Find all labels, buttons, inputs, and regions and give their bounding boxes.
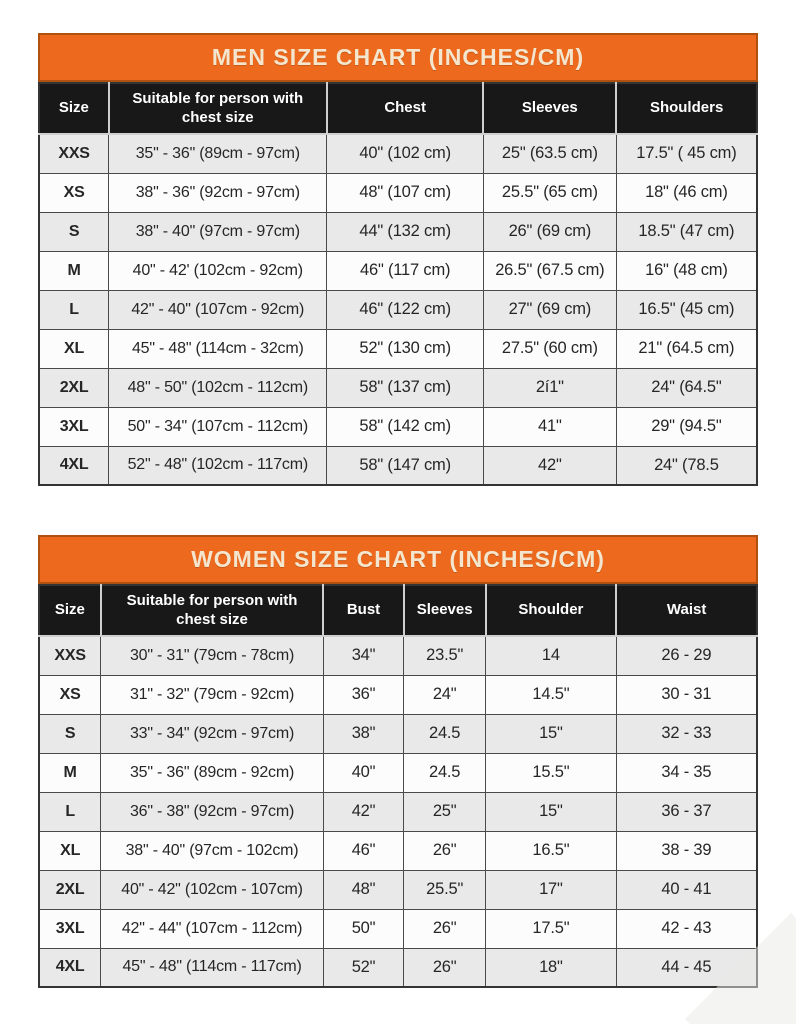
column-header: Chest bbox=[327, 83, 484, 134]
size-cell: 2XL bbox=[39, 368, 109, 407]
header-row bbox=[39, 83, 757, 134]
value-cell: 52" - 48" (102cm - 117cm) bbox=[109, 446, 327, 485]
value-cell: 26" bbox=[404, 909, 486, 948]
value-cell: 34 - 35 bbox=[616, 753, 757, 792]
men-chart-title: MEN SIZE CHART (INCHES/CM) bbox=[211, 44, 585, 70]
column-header: Sleeves bbox=[483, 83, 616, 134]
column-header: Bust bbox=[323, 585, 403, 636]
value-cell: 40 - 41 bbox=[616, 870, 757, 909]
value-cell: 24" (78.5 bbox=[616, 446, 757, 485]
value-cell: 58" (147 cm) bbox=[327, 446, 484, 485]
table-row bbox=[39, 714, 757, 753]
value-cell: 45" - 48" (114cm - 117cm) bbox=[101, 948, 324, 987]
table-row bbox=[39, 831, 757, 870]
value-cell: 46" (117 cm) bbox=[327, 251, 484, 290]
value-cell: 14 bbox=[486, 636, 617, 675]
value-cell: 58" (137 cm) bbox=[327, 368, 484, 407]
value-cell: 15.5" bbox=[486, 753, 617, 792]
table-row bbox=[39, 792, 757, 831]
men-chart-title-bar bbox=[38, 33, 758, 82]
table-row bbox=[39, 290, 757, 329]
size-cell: 3XL bbox=[39, 407, 109, 446]
value-cell: 50" bbox=[323, 909, 403, 948]
value-cell: 40" - 42" (102cm - 107cm) bbox=[101, 870, 324, 909]
table-row bbox=[39, 753, 757, 792]
value-cell: 30" - 31" (79cm - 78cm) bbox=[101, 636, 324, 675]
value-cell: 41" bbox=[483, 407, 616, 446]
value-cell: 26 - 29 bbox=[616, 636, 757, 675]
value-cell: 18.5" (47 cm) bbox=[616, 212, 757, 251]
value-cell: 38" - 40" (97cm - 97cm) bbox=[109, 212, 327, 251]
table-row bbox=[39, 446, 757, 485]
value-cell: 42 - 43 bbox=[616, 909, 757, 948]
men-size-table bbox=[38, 82, 758, 486]
value-cell: 40" (102 cm) bbox=[327, 134, 484, 173]
table-row bbox=[39, 134, 757, 173]
size-cell: 4XL bbox=[39, 446, 109, 485]
value-cell: 38" - 40" (97cm - 102cm) bbox=[101, 831, 324, 870]
value-cell: 42" bbox=[323, 792, 403, 831]
value-cell: 18" (46 cm) bbox=[616, 173, 757, 212]
column-header: Shoulder bbox=[486, 585, 617, 636]
table-row bbox=[39, 870, 757, 909]
size-cell: XXS bbox=[39, 636, 101, 675]
value-cell: 33" - 34" (92cm - 97cm) bbox=[101, 714, 324, 753]
value-cell: 26" (69 cm) bbox=[483, 212, 616, 251]
women-chart-title: WOMEN SIZE CHART (INCHES/CM) bbox=[191, 546, 605, 572]
value-cell: 36 - 37 bbox=[616, 792, 757, 831]
table-row bbox=[39, 173, 757, 212]
value-cell: 27.5" (60 cm) bbox=[483, 329, 616, 368]
value-cell: 16.5" (45 cm) bbox=[616, 290, 757, 329]
value-cell: 25.5" bbox=[404, 870, 486, 909]
value-cell: 46" (122 cm) bbox=[327, 290, 484, 329]
size-cell: 2XL bbox=[39, 870, 101, 909]
table-row bbox=[39, 329, 757, 368]
value-cell: 25" (63.5 cm) bbox=[483, 134, 616, 173]
value-cell: 52" bbox=[323, 948, 403, 987]
value-cell: 27" (69 cm) bbox=[483, 290, 616, 329]
value-cell: 23.5" bbox=[404, 636, 486, 675]
column-header: Suitable for person with chest size bbox=[109, 83, 327, 134]
column-header: Sleeves bbox=[404, 585, 486, 636]
size-cell: XS bbox=[39, 173, 109, 212]
value-cell: 45" - 48" (114cm - 32cm) bbox=[109, 329, 327, 368]
value-cell: 38" bbox=[323, 714, 403, 753]
table-row bbox=[39, 675, 757, 714]
value-cell: 38" - 36" (92cm - 97cm) bbox=[109, 173, 327, 212]
size-cell: S bbox=[39, 714, 101, 753]
value-cell: 26" bbox=[404, 831, 486, 870]
value-cell: 46" bbox=[323, 831, 403, 870]
size-cell: 4XL bbox=[39, 948, 101, 987]
value-cell: 2í1" bbox=[483, 368, 616, 407]
value-cell: 18" bbox=[486, 948, 617, 987]
size-cell: S bbox=[39, 212, 109, 251]
value-cell: 35" - 36" (89cm - 92cm) bbox=[101, 753, 324, 792]
value-cell: 24" (64.5" bbox=[616, 368, 757, 407]
value-cell: 42" - 40" (107cm - 92cm) bbox=[109, 290, 327, 329]
value-cell: 36" bbox=[323, 675, 403, 714]
header-row bbox=[39, 585, 757, 636]
value-cell: 42" bbox=[483, 446, 616, 485]
value-cell: 31" - 32" (79cm - 92cm) bbox=[101, 675, 324, 714]
value-cell: 25.5" (65 cm) bbox=[483, 173, 616, 212]
value-cell: 48" bbox=[323, 870, 403, 909]
size-cell: XL bbox=[39, 831, 101, 870]
table-row bbox=[39, 368, 757, 407]
table-row bbox=[39, 636, 757, 675]
table-row bbox=[39, 212, 757, 251]
size-cell: XXS bbox=[39, 134, 109, 173]
table-row bbox=[39, 251, 757, 290]
value-cell: 38 - 39 bbox=[616, 831, 757, 870]
value-cell: 48" (107 cm) bbox=[327, 173, 484, 212]
value-cell: 44 - 45 bbox=[616, 948, 757, 987]
value-cell: 40" bbox=[323, 753, 403, 792]
size-cell: L bbox=[39, 290, 109, 329]
value-cell: 26" bbox=[404, 948, 486, 987]
value-cell: 48" - 50" (102cm - 112cm) bbox=[109, 368, 327, 407]
value-cell: 50" - 34" (107cm - 112cm) bbox=[109, 407, 327, 446]
women-chart-title-bar bbox=[38, 535, 758, 584]
value-cell: 32 - 33 bbox=[616, 714, 757, 753]
value-cell: 17" bbox=[486, 870, 617, 909]
value-cell: 24" bbox=[404, 675, 486, 714]
value-cell: 16.5" bbox=[486, 831, 617, 870]
value-cell: 30 - 31 bbox=[616, 675, 757, 714]
table-row bbox=[39, 909, 757, 948]
value-cell: 15" bbox=[486, 714, 617, 753]
value-cell: 34" bbox=[323, 636, 403, 675]
women-size-table bbox=[38, 584, 758, 988]
table-row bbox=[39, 407, 757, 446]
size-cell: 3XL bbox=[39, 909, 101, 948]
column-header: Shoulders bbox=[616, 83, 757, 134]
value-cell: 29" (94.5" bbox=[616, 407, 757, 446]
value-cell: 16" (48 cm) bbox=[616, 251, 757, 290]
size-cell: M bbox=[39, 251, 109, 290]
value-cell: 24.5 bbox=[404, 753, 486, 792]
value-cell: 25" bbox=[404, 792, 486, 831]
value-cell: 14.5" bbox=[486, 675, 617, 714]
size-cell: XL bbox=[39, 329, 109, 368]
men-size-chart-section bbox=[38, 33, 758, 486]
value-cell: 44" (132 cm) bbox=[327, 212, 484, 251]
column-header: Waist bbox=[616, 585, 757, 636]
value-cell: 26.5" (67.5 cm) bbox=[483, 251, 616, 290]
table-row bbox=[39, 948, 757, 987]
value-cell: 17.5" bbox=[486, 909, 617, 948]
value-cell: 42" - 44" (107cm - 112cm) bbox=[101, 909, 324, 948]
value-cell: 17.5" ( 45 cm) bbox=[616, 134, 757, 173]
value-cell: 21" (64.5 cm) bbox=[616, 329, 757, 368]
column-header: Suitable for person with chest size bbox=[101, 585, 324, 636]
value-cell: 58" (142 cm) bbox=[327, 407, 484, 446]
column-header: Size bbox=[39, 83, 109, 134]
size-cell: M bbox=[39, 753, 101, 792]
value-cell: 24.5 bbox=[404, 714, 486, 753]
size-cell: L bbox=[39, 792, 101, 831]
size-cell: XS bbox=[39, 675, 101, 714]
value-cell: 35" - 36" (89cm - 97cm) bbox=[109, 134, 327, 173]
value-cell: 40" - 42' (102cm - 92cm) bbox=[109, 251, 327, 290]
value-cell: 52" (130 cm) bbox=[327, 329, 484, 368]
value-cell: 15" bbox=[486, 792, 617, 831]
value-cell: 36" - 38" (92cm - 97cm) bbox=[101, 792, 324, 831]
women-size-chart-section bbox=[38, 535, 758, 988]
column-header: Size bbox=[39, 585, 101, 636]
